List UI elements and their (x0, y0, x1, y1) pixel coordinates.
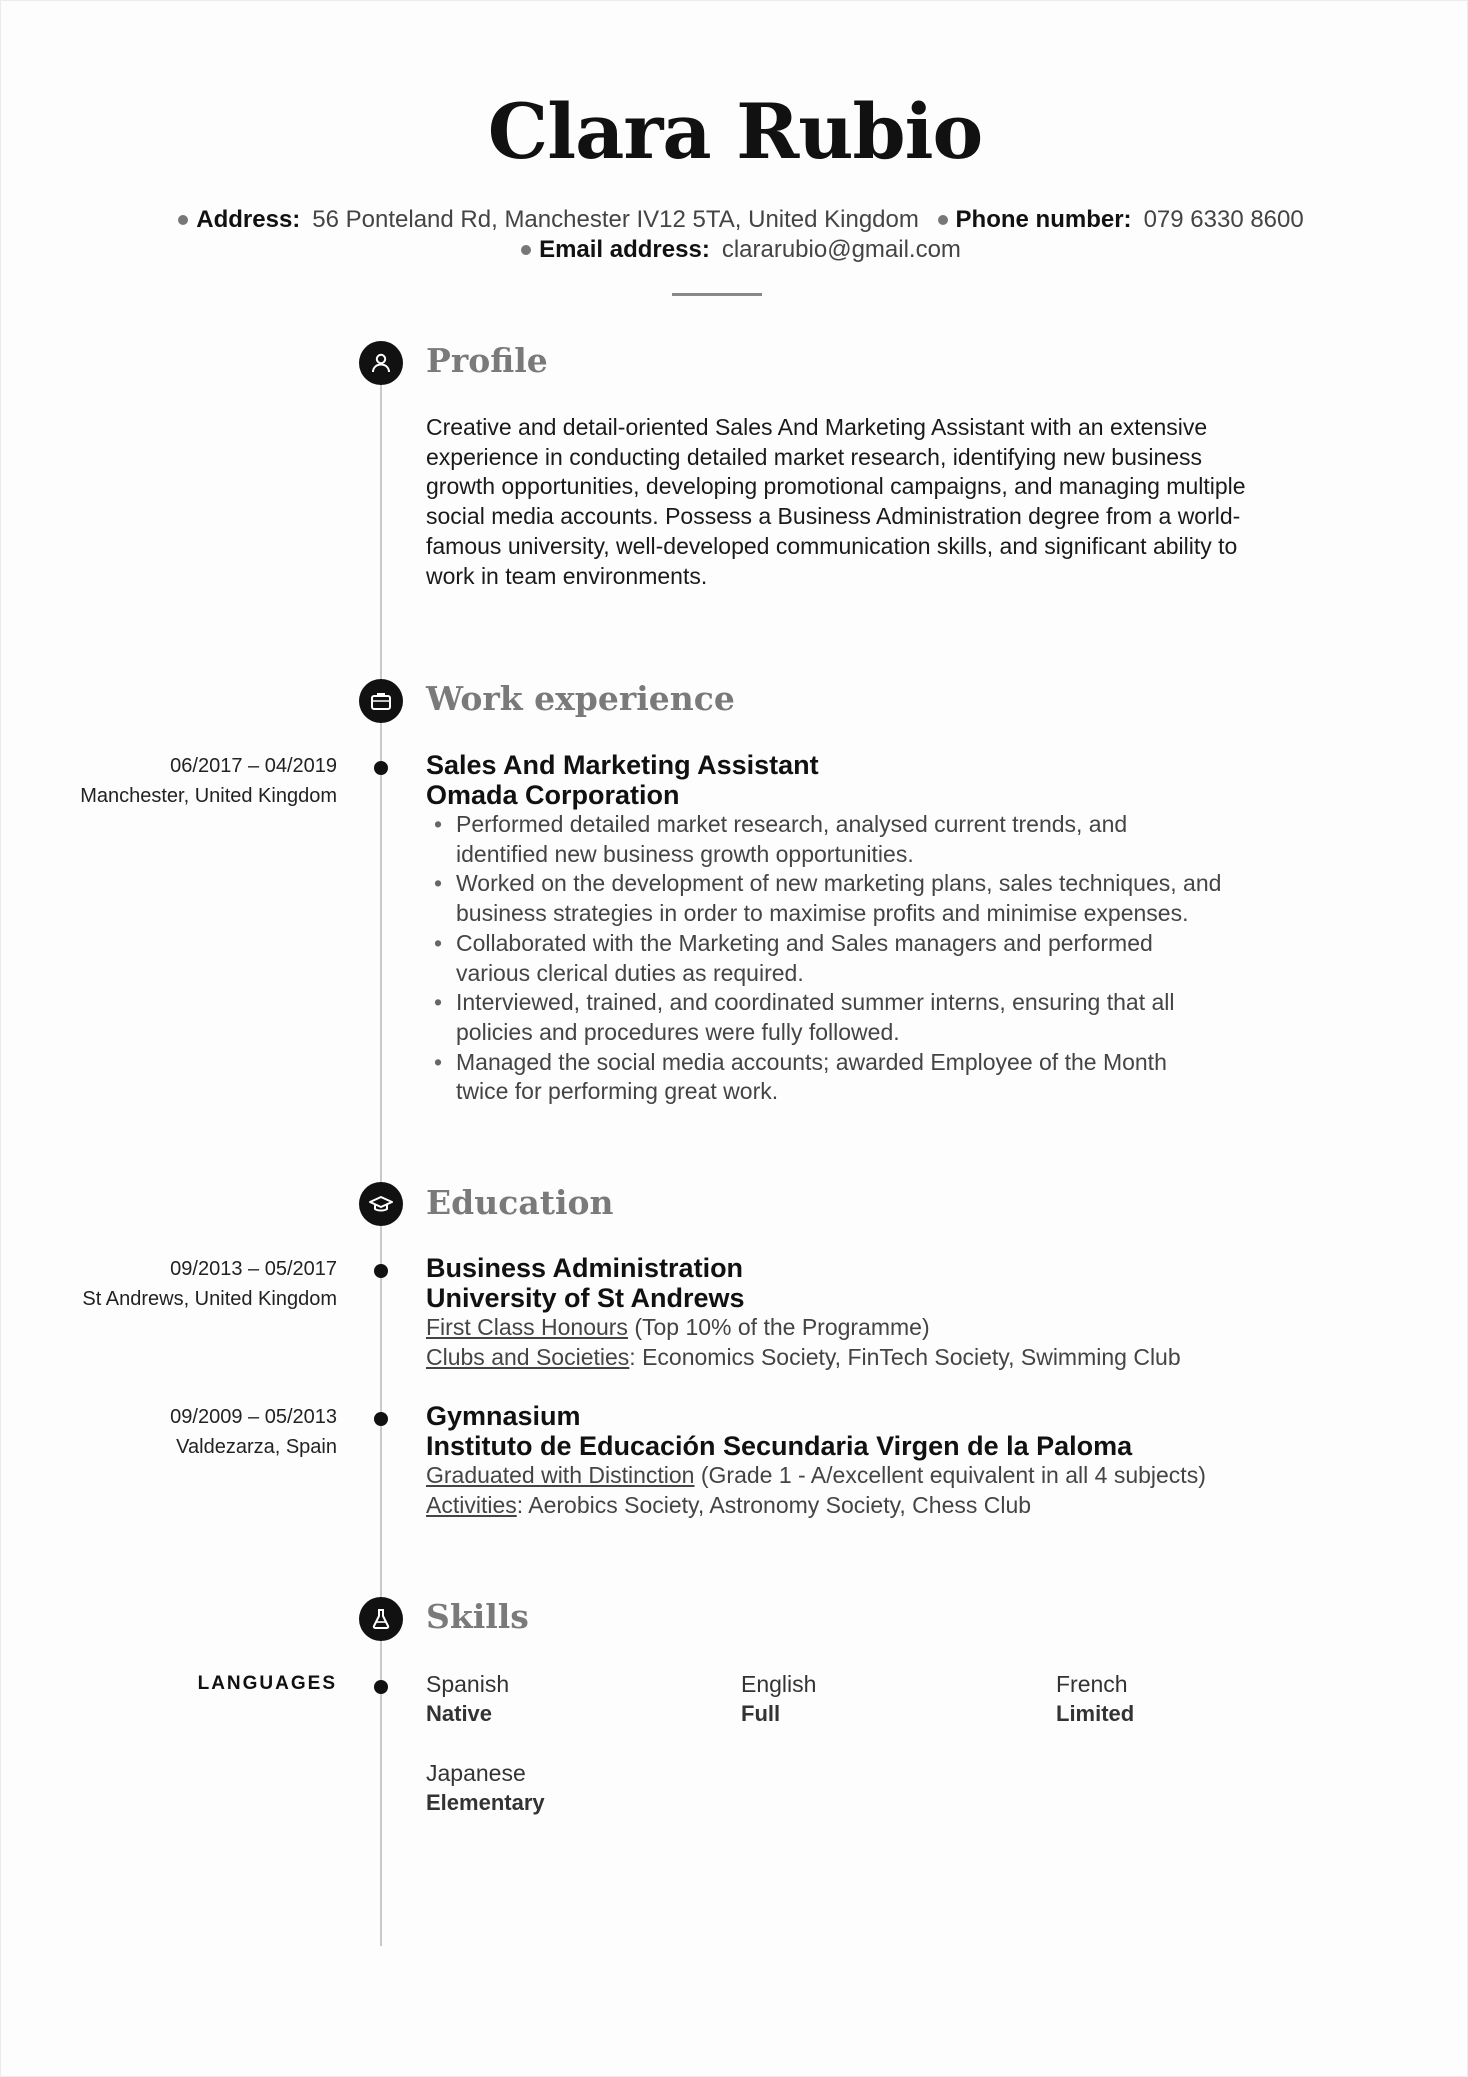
timeline-dot (374, 1680, 388, 1694)
language-level: Native (426, 1701, 493, 1726)
education-degree: Gymnasium (426, 1401, 581, 1431)
education-location: St Andrews, United Kingdom (82, 1288, 337, 1310)
bullet-icon (178, 215, 188, 225)
phone-label: Phone number: (955, 206, 1132, 233)
education-meta (21, 1254, 337, 1314)
contact-line-1 (1, 205, 1468, 235)
education-honour-line (426, 1313, 1356, 1343)
language-item (741, 1669, 1041, 1729)
education-honour-detail: (Top 10% of the Programme) (627, 1314, 930, 1340)
profile-line: famous university, well-developed communication skills, and significant ability to (426, 532, 1238, 559)
address-value: 56 Ponteland Rd, Manchester IV12 5TA, United Kingdom (312, 206, 919, 233)
language-name: Spanish (426, 1671, 510, 1697)
education-meta (21, 1402, 337, 1462)
section-title-education: Education (426, 1183, 614, 1222)
profile-line: social media accounts. Possess a Business Administration degree from a world- (426, 503, 1241, 530)
section-title-skills: Skills (426, 1597, 529, 1636)
education-extra-line (426, 1491, 1356, 1521)
contact-line-2 (1, 235, 1468, 265)
list-item: • Managed the social media accounts; awarded Employee of the Month twice for performing great work. (426, 1048, 1356, 1107)
education-location: Valdezarza, Spain (176, 1436, 337, 1458)
graduation-cap-icon (359, 1182, 403, 1226)
language-name: Japanese (426, 1760, 526, 1786)
language-name: French (1056, 1671, 1128, 1697)
language-level: Full (741, 1701, 781, 1726)
education-honour-line (426, 1461, 1356, 1491)
timeline-dot (374, 1264, 388, 1278)
job-entry (426, 750, 1356, 1107)
bullet-icon (521, 245, 531, 255)
education-extra-label: Activities (426, 1491, 517, 1518)
education-extra-detail: : Aerobics Society, Astronomy Society, Chess Club (516, 1491, 1032, 1518)
education-dates: 09/2009 – 05/2013 (170, 1406, 337, 1428)
section-title-work: Work experience (426, 679, 735, 718)
job-bullets (426, 810, 1356, 1107)
education-extra-line (426, 1343, 1356, 1373)
profile-line: experience in conducting detailed market research, identifying new business (426, 443, 1203, 470)
list-item: • Collaborated with the Marketing and Sales managers and performed various clerical duties as required. (426, 929, 1356, 988)
language-level: Elementary (426, 1790, 545, 1815)
candidate-name: Clara Rubio (487, 87, 983, 176)
person-icon (359, 341, 403, 385)
education-school: University of St Andrews (426, 1283, 745, 1313)
language-item (426, 1669, 726, 1729)
bullet-icon (938, 215, 948, 225)
email-label: Email address: (539, 236, 710, 263)
languages-label: LANGUAGES (197, 1673, 337, 1694)
job-role: Sales And Marketing Assistant (426, 750, 819, 780)
job-company: Omada Corporation (426, 780, 680, 810)
education-honour-detail: (Grade 1 - A/excellent equivalent in all 4 subjects) (694, 1462, 1206, 1488)
education-extra-label: Clubs and Societies (426, 1343, 630, 1370)
language-level: Limited (1056, 1701, 1135, 1726)
education-degree: Business Administration (426, 1253, 744, 1283)
job-location: Manchester, United Kingdom (80, 785, 337, 807)
timeline-dot (374, 1412, 388, 1426)
timeline-dot (374, 761, 388, 775)
job-dates: 06/2017 – 04/2019 (170, 755, 337, 777)
profile-line: Creative and detail-oriented Sales And Marketing Assistant with an extensive (426, 414, 1208, 440)
language-item (426, 1758, 726, 1818)
profile-summary (426, 413, 1346, 591)
profile-line: growth opportunities, developing promotional campaigns, and managing multiple (426, 473, 1246, 500)
address-label: Address: (196, 206, 301, 233)
list-item: • Performed detailed market research, analysed current trends, and identified new business growth opportunities. (426, 810, 1356, 869)
education-extra-detail: : Economics Society, FinTech Society, Swimming Club (629, 1343, 1181, 1370)
list-item: • Worked on the development of new marketing plans, sales techniques, and business strategies in order to maximise profits and minimise expenses. (426, 869, 1356, 928)
header-divider (672, 293, 762, 296)
email-value: clararubio@gmail.com (721, 236, 961, 263)
timeline-line (380, 361, 382, 1946)
briefcase-icon (359, 679, 403, 723)
job-meta (21, 751, 337, 811)
section-title-profile: Profile (426, 341, 548, 380)
education-entry (426, 1253, 1356, 1372)
education-dates: 09/2013 – 05/2017 (170, 1258, 337, 1280)
language-name: English (741, 1671, 817, 1697)
education-school: Instituto de Educación Secundaria Virgen de la Paloma (426, 1431, 1133, 1461)
flask-icon (359, 1597, 403, 1641)
phone-value: 079 6330 8600 (1143, 206, 1304, 233)
education-entry (426, 1401, 1356, 1520)
education-honour: First Class Honours (426, 1314, 628, 1340)
language-item (1056, 1669, 1356, 1729)
list-item: • Interviewed, trained, and coordinated summer interns, ensuring that all policies and procedures were fully followed. (426, 988, 1356, 1047)
education-honour: Graduated with Distinction (426, 1462, 695, 1488)
profile-line: work in team environments. (426, 562, 708, 589)
